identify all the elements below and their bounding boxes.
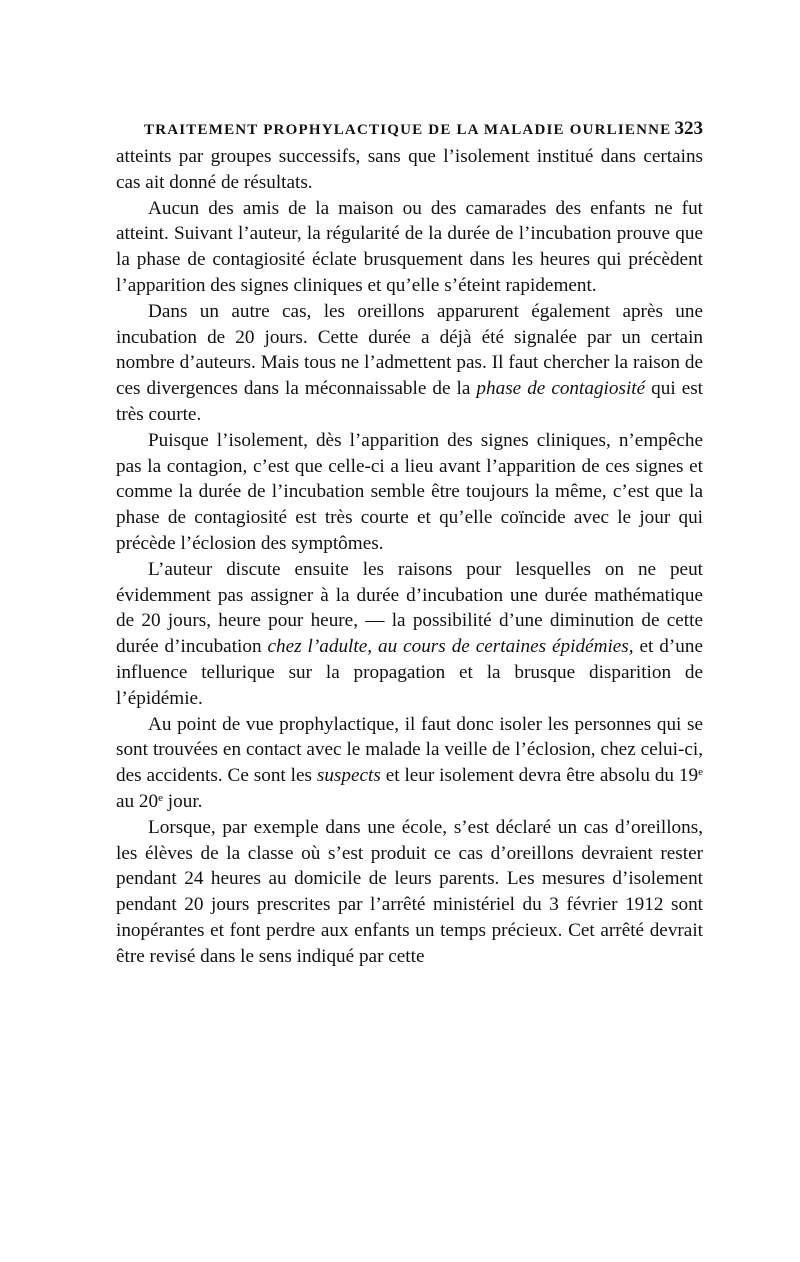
body-text — [116, 144, 703, 970]
paragraph-text: jour. — [163, 790, 203, 812]
paragraph-text: Puisque l’isolement, dès l’apparition des signes cliniques, n’empêche pas la contagion, c’est que celle-ci a lieu avant l’apparition de ces signes et comme la durée de l’incubation semble être toujours la même, c’est que la phase de contagiosité est très courte et qu’elle coïncide avec le jour qui précède l’éclosion des symptômes. — [116, 429, 703, 554]
paragraph-text: au 20 — [116, 790, 159, 812]
paragraph-text: Dans un autre cas, les oreillons apparurent également après une incubation de 20 jours. Cette durée a déjà été signalée par un certain nombre d’auteurs. Mais tous ne l’admettent pas. Il faut chercher la raison de ces divergences dans la méconnaissable de la — [116, 300, 703, 400]
paragraph — [116, 196, 703, 299]
running-title: TRAITEMENT PROPHYLACTIQUE DE LA MALADIE OURLIENNE — [144, 122, 672, 138]
paragraph-text: qui est très courte. — [116, 378, 704, 425]
paragraph-continuation — [116, 144, 703, 196]
paragraph — [116, 557, 703, 712]
paragraph-text: Aucun des amis de la maison ou des camarades des enfants ne fut atteint. Suivant l’auteur, la régularité de la durée de l’incubation prouve que la phase de contagiosité éclate brusquement dans les heures qui précèdent l’apparition des signes cliniques et qu’elle s’éteint rapidement. — [116, 197, 703, 296]
paragraph-text: atteints par groupes successifs, sans que l’isolement institué dans certains cas ait donné de résultats. — [116, 146, 703, 193]
italic-phrase: chez l’adulte, au cours de certaines épidémies, — [267, 636, 634, 658]
running-head — [116, 118, 703, 140]
superscript: e — [698, 766, 703, 779]
paragraph — [116, 712, 703, 815]
paragraph-text: et leur isolement devra être absolu du 19 — [380, 765, 699, 787]
paragraph — [116, 815, 703, 970]
paragraph-text: L’auteur discute ensuite les raisons pour lesquelles on ne peut évidemment pas assigner à la durée d’incubation une durée mathématique de 20 jours, heure pour heure, — la possibilité d’une diminution de cette durée d’incubation — [116, 558, 703, 658]
paragraph-text: et d’une influence tellurique sur la propagation et la brusque disparition de l’épidémie. — [116, 636, 703, 709]
paragraph — [116, 428, 703, 557]
paragraph-text: Au point de vue prophylactique, il faut donc isoler les personnes qui se sont trouvées en contact avec le malade la veille de l’éclosion, chez celui-ci, des accidents. Ce sont les — [116, 713, 703, 787]
italic-phrase: phase de contagiosité — [476, 378, 646, 400]
paragraph-text: Lorsque, par exemple dans une école, s’est déclaré un cas d’oreillons, les élèves de la classe où s’est produit ce cas d’oreillons devraient rester pendant 24 heures au domicile de leurs parents. Les mesures d’isolement pendant 20 jours prescrites par l’arrêté ministériel du 3 février 1912 sont inopérantes et font perdre aux enfants un temps précieux. Cet arrêté devrait être revisé dans le sens indiqué par cette — [116, 816, 703, 967]
paragraph — [116, 299, 703, 428]
superscript: e — [158, 791, 163, 804]
page-number: 323 — [674, 118, 703, 139]
italic-word: suspects — [316, 765, 381, 787]
